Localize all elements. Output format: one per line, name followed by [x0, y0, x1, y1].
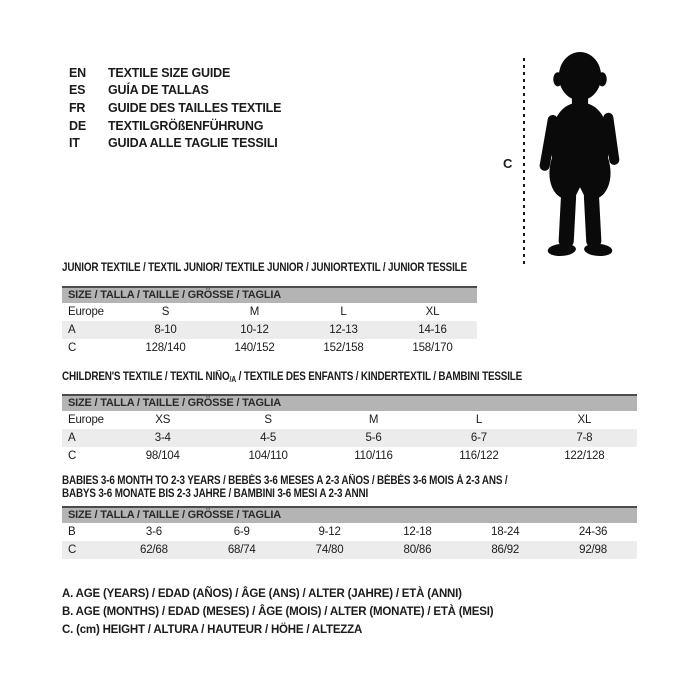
cell: 3-6: [145, 526, 162, 538]
cell: 140/152: [234, 342, 275, 354]
children-table-title: [62, 371, 522, 386]
cell: 158/170: [412, 342, 453, 354]
cell: 86/92: [491, 544, 520, 556]
cell: 18-24: [491, 526, 520, 538]
cell: 110/116: [354, 450, 393, 462]
cell: 12-18: [403, 526, 432, 538]
cell: 14-16: [418, 324, 447, 336]
junior-table-title: JUNIOR TEXTILE / TEXTIL JUNIOR/ TEXTILE JUNIOR / JUNIORTEXTIL / JUNIOR TESSILE: [62, 262, 467, 274]
cell: 7-8: [576, 432, 593, 444]
children-size-header: SIZE / TALLA / TAILLE / GRÖSSE / TAGLIA: [62, 396, 637, 411]
legend-notes: [62, 585, 493, 639]
row-label: B: [68, 526, 76, 538]
table-row: [62, 523, 637, 541]
language-code: IT: [69, 136, 80, 151]
height-measure-label: C: [503, 156, 513, 171]
language-row-de: [69, 117, 281, 135]
cell: 74/80: [315, 544, 344, 556]
cell: 92/98: [579, 544, 607, 556]
note-c: C. (cm) HEIGHT / ALTURA / HAUTEUR / HÖHE / ALTEZZA: [62, 624, 363, 636]
cell: S: [264, 414, 272, 426]
title-text: / TEXTILE DES ENFANTS / KINDERTEXTIL / BAMBINI TESSILE: [236, 371, 523, 383]
cell: XL: [425, 306, 440, 318]
cell: 80/86: [403, 544, 432, 556]
cell: S: [161, 306, 170, 318]
cell: 6-7: [470, 432, 487, 444]
height-measure-line: [523, 58, 525, 265]
cell: L: [475, 414, 483, 426]
cell: 5-6: [365, 432, 382, 444]
cell: 12-13: [329, 324, 358, 336]
language-label: TEXTILGRÖßENFÜHRUNG: [108, 118, 264, 133]
table-row: [62, 429, 637, 447]
language-label: GUÍA DE TALLAS: [108, 83, 209, 98]
cell: 8-10: [154, 324, 177, 336]
table-row: [62, 321, 477, 339]
baby-silhouette-icon: [533, 50, 627, 264]
table-row: [62, 303, 477, 321]
language-row-en: [69, 64, 281, 82]
cell: 4-5: [260, 432, 277, 444]
row-label: A: [68, 432, 76, 444]
note-a: A. AGE (YEARS) / EDAD (AÑOS) / ÂGE (ANS) / ALTER (JAHRE) / ETÀ (ANNI): [62, 588, 462, 600]
cell: 68/74: [227, 544, 256, 556]
language-row-fr: [69, 99, 281, 117]
row-label: C: [68, 544, 77, 556]
cell: 128/140: [145, 342, 186, 354]
junior-table: [62, 286, 477, 357]
cell: 3-4: [154, 432, 171, 444]
cell: 9-12: [318, 526, 341, 538]
babies-table: [62, 506, 637, 559]
cell: 62/68: [140, 544, 168, 556]
title-line-1: BABIES 3-6 MONTH TO 2-3 YEARS / BEBÉS 3-6 MESES A 2-3 AÑOS / BÉBÉS 3-6 MOIS À 2-3 ANS /: [62, 475, 508, 487]
cell: XS: [155, 414, 171, 426]
cell: 98/104: [145, 450, 180, 462]
cell: M: [368, 414, 379, 426]
cell: M: [249, 306, 260, 318]
table-row: [62, 411, 637, 429]
children-table: [62, 394, 637, 465]
cell: 152/158: [323, 342, 364, 354]
table-row: [62, 541, 637, 559]
cell: 24-36: [578, 526, 608, 538]
row-label: Europe: [68, 306, 104, 318]
language-label: GUIDA ALLE TAGLIE TESSILI: [108, 136, 278, 151]
row-label: Europe: [68, 414, 104, 426]
table-row: [62, 339, 477, 357]
cell: 116/122: [459, 450, 499, 462]
cell: 10-12: [240, 324, 269, 336]
language-code: EN: [69, 65, 86, 80]
note-b: B. AGE (MONTHS) / EDAD (MESES) / ÂGE (MOIS) / ALTER (MONATE) / ETÀ (MESI): [62, 606, 494, 618]
title-line-2: BABYS 3-6 MONATE BIS 2-3 JAHRE / BAMBINI 3-6 MESI A 2-3 ANNI: [62, 488, 369, 500]
row-label: A: [68, 324, 76, 336]
language-label: TEXTILE SIZE GUIDE: [108, 65, 231, 80]
title-text: CHILDREN'S TEXTILE / TEXTIL NIÑO: [62, 371, 230, 383]
cell: 6-9: [233, 526, 250, 538]
language-code: FR: [69, 100, 86, 115]
row-label: C: [68, 450, 77, 462]
language-row-it: [69, 134, 281, 152]
row-label: C: [68, 342, 77, 354]
cell: 104/110: [248, 450, 288, 462]
language-label: GUIDE DES TAILLES TEXTILE: [108, 100, 282, 115]
language-header: [69, 64, 281, 152]
title-subscript: /A: [229, 375, 237, 384]
language-code: DE: [69, 118, 86, 133]
babies-table-title: [62, 475, 507, 501]
cell: L: [340, 306, 347, 318]
table-row: [62, 447, 637, 465]
cell: 122/128: [564, 450, 605, 462]
cell: XL: [577, 414, 592, 426]
junior-size-header: SIZE / TALLA / TAILLE / GRÖSSE / TAGLIA: [62, 288, 477, 303]
babies-size-header: SIZE / TALLA / TAILLE / GRÖSSE / TAGLIA: [62, 508, 637, 523]
language-code: ES: [69, 83, 86, 98]
language-row-es: [69, 82, 281, 100]
